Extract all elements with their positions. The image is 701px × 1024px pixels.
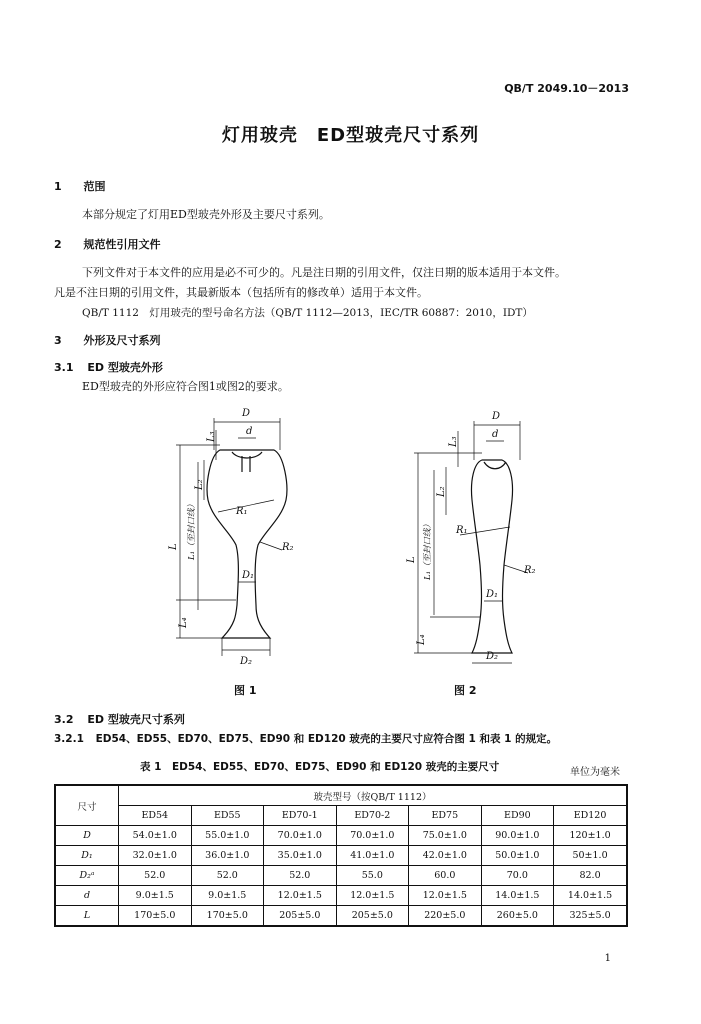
table-cell: 9.0±1.5 [191, 886, 264, 906]
table-cell: 205±5.0 [336, 906, 409, 927]
column-header: ED54 [119, 806, 192, 826]
table-cell: 52.0 [264, 866, 337, 886]
figure-2-caption: 图 2 [454, 684, 477, 697]
table-cell: 14.0±1.5 [554, 886, 627, 906]
section-3-2-heading [54, 711, 185, 727]
table-cell: 50.0±1.0 [481, 846, 554, 866]
row-label: d [55, 886, 119, 906]
table-cell: 35.0±1.0 [264, 846, 337, 866]
table-row [55, 826, 627, 846]
table-cell: 220±5.0 [409, 906, 482, 927]
label-L: L [168, 543, 179, 550]
normative-reference: QB/T 1112 灯用玻壳的型号命名方法（QB/T 1112—2013，IEC/TR 60887：2010，IDT） [82, 307, 533, 319]
label-R1: R₁ [236, 506, 248, 517]
dim-header: 尺寸 [55, 785, 119, 826]
table-cell: 82.0 [554, 866, 627, 886]
table-cell: 52.0 [191, 866, 264, 886]
section-title: ED 型玻壳尺寸系列 [87, 713, 185, 726]
label-L: L [406, 556, 417, 563]
label-R2: R₂ [282, 542, 294, 553]
table-cell: 260±5.0 [481, 906, 554, 927]
section-3-1-text: ED型玻壳的外形应符合图1或图2的要求。 [82, 380, 289, 393]
table-cell: 52.0 [119, 866, 192, 886]
row-label: D [55, 826, 119, 846]
column-header: ED90 [481, 806, 554, 826]
section-number: 2 [54, 238, 62, 251]
table-cell: 325±5.0 [554, 906, 627, 927]
document-title: 灯用玻壳 ED型玻壳尺寸系列 [221, 125, 480, 146]
section-number: 1 [54, 180, 62, 193]
table-cell: 55.0 [336, 866, 409, 886]
dimension-table [54, 784, 628, 927]
figure-1-drawing [150, 400, 330, 670]
label-L4: L₄ [178, 617, 189, 628]
section-title: 规范性引用文件 [83, 238, 161, 251]
table-cell: 170±5.0 [191, 906, 264, 927]
section-title: 外形及尺寸系列 [83, 334, 161, 347]
table-row [55, 906, 627, 927]
table-cell: 50±1.0 [554, 846, 627, 866]
label-D1: D₁ [486, 589, 499, 600]
section-3-heading [54, 332, 161, 348]
label-L4: L₄ [416, 634, 427, 645]
section-title: 范围 [83, 180, 106, 193]
section-2-heading [54, 236, 161, 252]
row-label: D₁ [55, 846, 119, 866]
section-2-text-2: 凡是不注日期的引用文件，其最新版本（包括所有的修改单）适用于本文件。 [54, 286, 428, 299]
table-cell: 12.0±1.5 [264, 886, 337, 906]
column-header: ED70-2 [336, 806, 409, 826]
table-cell: 12.0±1.5 [336, 886, 409, 906]
label-D2: D₂ [240, 656, 253, 667]
table-cell: 60.0 [409, 866, 482, 886]
figure-2-drawing [400, 405, 550, 670]
table-cell: 36.0±1.0 [191, 846, 264, 866]
label-L2: L₂ [194, 479, 205, 490]
section-3-2-1-text: ED54、ED55、ED70、ED75、ED90 和 ED120 玻壳的主要尺寸应符合图 1 和表 1 的规定。 [95, 733, 558, 745]
table-row [55, 886, 627, 906]
section-number: 3.2.1 [54, 733, 84, 745]
label-L1: L₁（至封口线） [423, 519, 433, 580]
label-d: d [492, 429, 499, 440]
column-header: ED55 [191, 806, 264, 826]
label-L2: L₂ [436, 486, 447, 497]
label-L3: L₃ [448, 436, 459, 447]
table-cell: 41.0±1.0 [336, 846, 409, 866]
section-number: 3 [54, 334, 62, 347]
section-3-1-heading [54, 359, 163, 375]
table-cell: 120±1.0 [554, 826, 627, 846]
label-D2: D₂ [486, 651, 499, 662]
table-unit: 单位为毫米 [570, 767, 620, 778]
table-columns-row [55, 806, 627, 826]
section-number: 3.2 [54, 713, 74, 726]
section-1-text: 本部分规定了灯用ED型玻壳外形及主要尺寸系列。 [82, 208, 330, 221]
label-R1: R₁ [456, 525, 468, 536]
section-title: ED 型玻壳外形 [87, 361, 163, 374]
table-cell: 205±5.0 [264, 906, 337, 927]
table-cell: 14.0±1.5 [481, 886, 554, 906]
section-number: 3.1 [54, 361, 74, 374]
label-D1: D₁ [242, 570, 255, 581]
table-caption: 表 1 ED54、ED55、ED70、ED75、ED90 和 ED120 玻壳的主要尺寸 [140, 761, 500, 773]
standard-code: QB/T 2049.10－2013 [504, 82, 629, 95]
table-cell: 75.0±1.0 [409, 826, 482, 846]
table-cell: 90.0±1.0 [481, 826, 554, 846]
table-cell: 42.0±1.0 [409, 846, 482, 866]
row-label: L [55, 906, 119, 927]
table-row [55, 846, 627, 866]
table-cell: 9.0±1.5 [119, 886, 192, 906]
table-cell: 32.0±1.0 [119, 846, 192, 866]
table-cell: 54.0±1.0 [119, 826, 192, 846]
column-header: ED70-1 [264, 806, 337, 826]
label-L3: L₃ [206, 431, 217, 442]
group-header: 玻壳型号（按QB/T 1112） [119, 785, 628, 806]
table-header-row [55, 785, 627, 806]
table-cell: 70.0 [481, 866, 554, 886]
section-3-2-1 [54, 731, 557, 746]
table-cell: 70.0±1.0 [336, 826, 409, 846]
page-number: 1 [604, 953, 611, 964]
label-L1: L₁（至封口线） [187, 499, 197, 560]
row-label: D₂ᵃ [55, 866, 119, 886]
table-row [55, 866, 627, 886]
table-cell: 70.0±1.0 [264, 826, 337, 846]
section-1-heading [54, 178, 106, 194]
table-cell: 55.0±1.0 [191, 826, 264, 846]
label-D: D [492, 411, 501, 422]
section-2-text-1: 下列文件对于本文件的应用是必不可少的。凡是注日期的引用文件，仅注日期的版本适用于本文件。 [82, 266, 566, 279]
label-D: D [242, 408, 251, 419]
column-header: ED75 [409, 806, 482, 826]
table-cell: 12.0±1.5 [409, 886, 482, 906]
figure-1-caption: 图 1 [234, 684, 257, 697]
table-cell: 170±5.0 [119, 906, 192, 927]
label-d: d [246, 426, 253, 437]
label-R2: R₂ [524, 565, 536, 576]
column-header: ED120 [554, 806, 627, 826]
